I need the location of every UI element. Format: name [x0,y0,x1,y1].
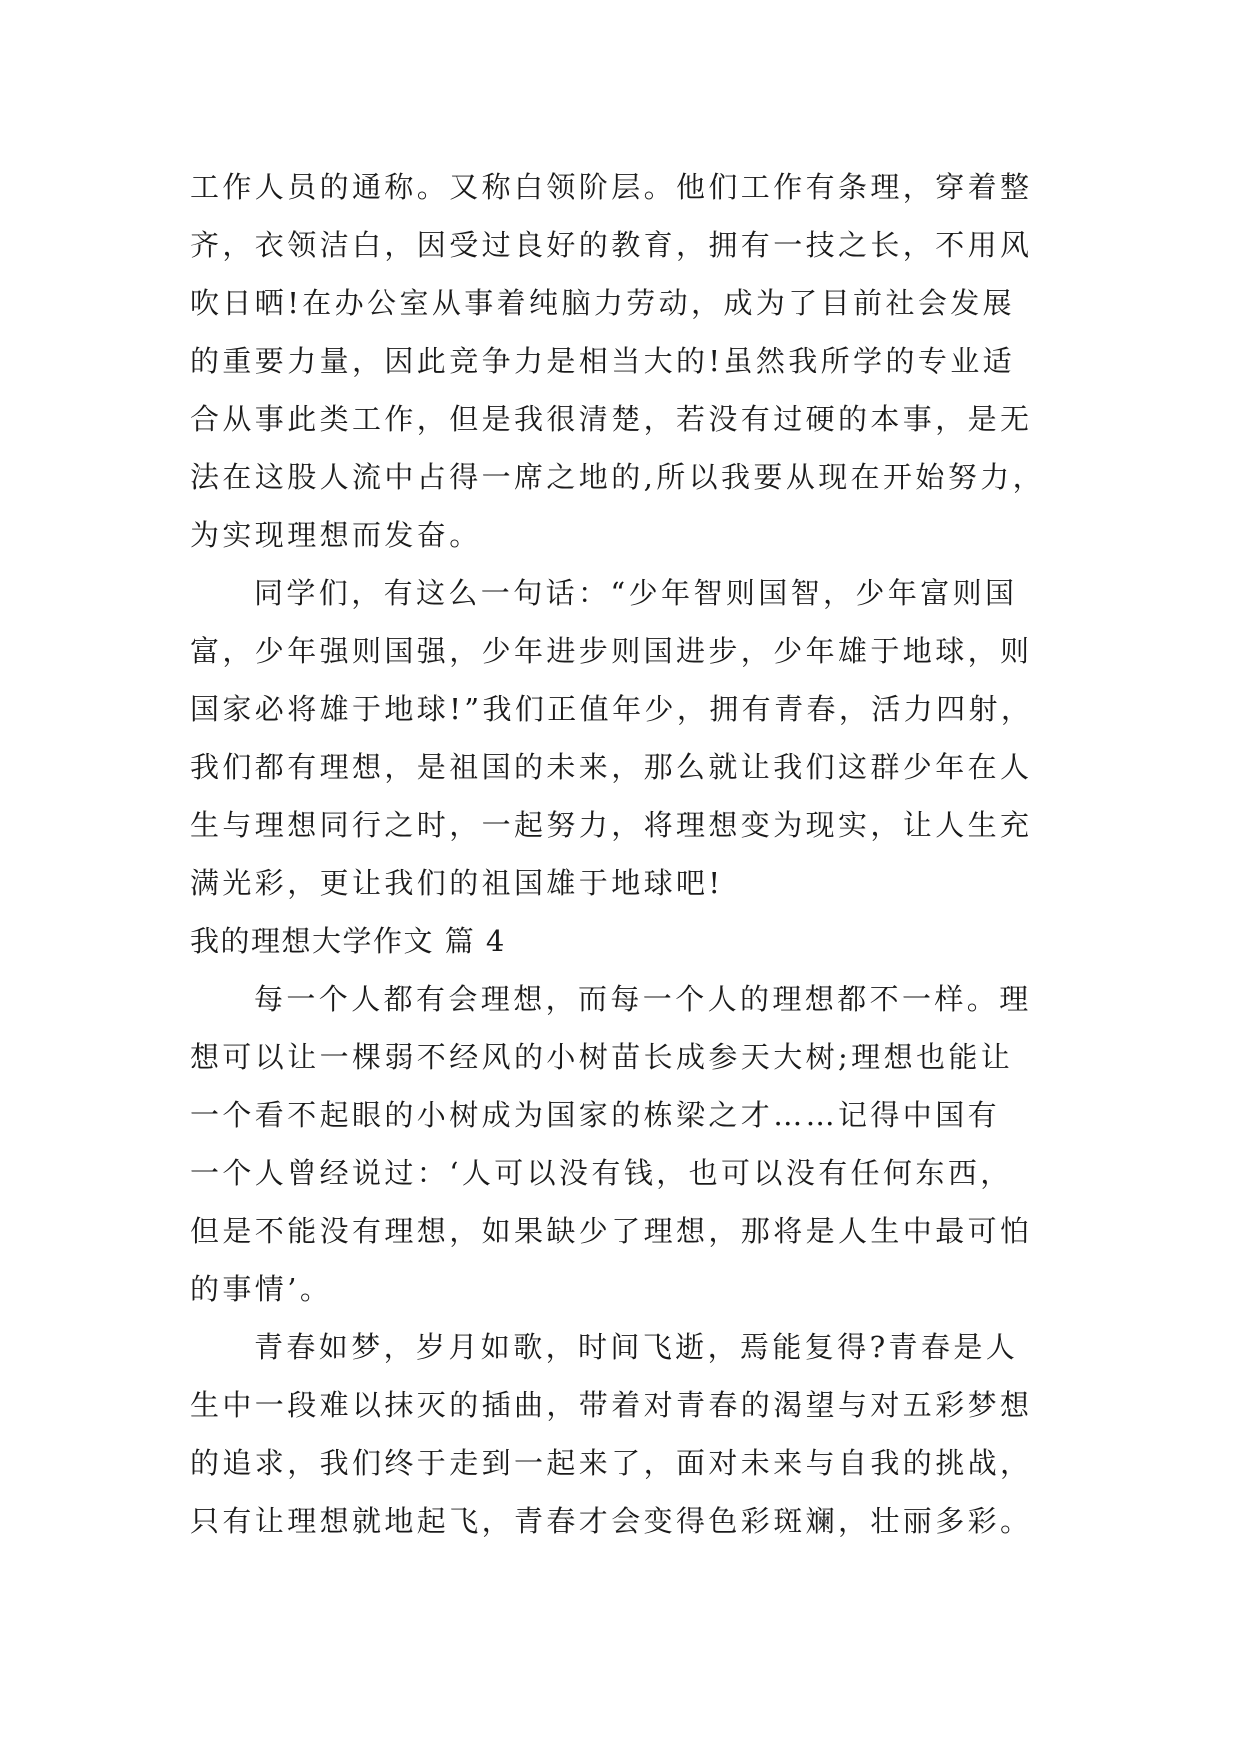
paragraph [190,564,1070,912]
text-line: 的事情’。 [190,1272,333,1306]
text-line: 法在这股人流中占得一席之地的,所以我要从现在开始努力， [190,460,1046,494]
document-body [190,158,1070,1550]
text-line: 合从事此类工作，但是我很清楚，若没有过硬的本事，是无 [190,402,1033,436]
text-line: 生与理想同行之时，一起努力，将理想变为现实，让人生充 [190,808,1033,842]
paragraph [190,970,1070,1318]
text-line: 的追求，我们终于走到一起来了，面对未来与自我的挑战， [190,1446,1033,1480]
text-line: 为实现理想而发奋。 [190,518,482,552]
text-line: 的重要力量，因此竞争力是相当大的!虽然我所学的专业适 [190,344,1016,378]
text-line: 吹日晒!在办公室从事着纯脑力劳动，成为了目前社会发展 [190,286,1016,320]
heading-text: 我的理想大学作文 篇 4 [190,924,506,958]
text-line: 只有让理想就地起飞，青春才会变得色彩斑斓，壮丽多彩。 [190,1504,1033,1538]
text-line: 但是不能没有理想，如果缺少了理想，那将是人生中最可怕 [190,1214,1033,1248]
paragraph [190,1318,1070,1550]
text-line: 齐，衣领洁白，因受过良好的教育，拥有一技之长，不用风 [190,228,1033,262]
text-line: 同学们，有这么一句话：“少年智则国智，少年富则国 [254,576,1018,610]
paragraph [190,158,1070,564]
text-line: 生中一段难以抹灭的插曲，带着对青春的渴望与对五彩梦想 [190,1388,1033,1422]
text-line: 想可以让一棵弱不经风的小树苗长成参天大树;理想也能让 [190,1040,1014,1074]
text-line: 一个人曾经说过：‘人可以没有钱，也可以没有任何东西， [190,1156,1013,1190]
text-line: 工作人员的通称。又称白领阶层。他们工作有条理，穿着整 [190,170,1033,204]
text-line: 国家必将雄于地球!”我们正值年少，拥有青春，活力四射， [190,692,1034,726]
text-line: 青春如梦，岁月如歌，时间飞逝，焉能复得?青春是人 [254,1330,1019,1364]
text-line: 一个看不起眼的小树成为国家的栋梁之才……记得中国有 [190,1098,1001,1132]
text-line: 满光彩，更让我们的祖国雄于地球吧! [190,866,724,900]
text-line: 富，少年强则国强，少年进步则国进步，少年雄于地球，则 [190,634,1033,668]
section-heading [190,912,1070,970]
text-line: 我们都有理想，是祖国的未来，那么就让我们这群少年在人 [190,750,1033,784]
text-line: 每一个人都有会理想，而每一个人的理想都不一样。理 [254,982,1032,1016]
